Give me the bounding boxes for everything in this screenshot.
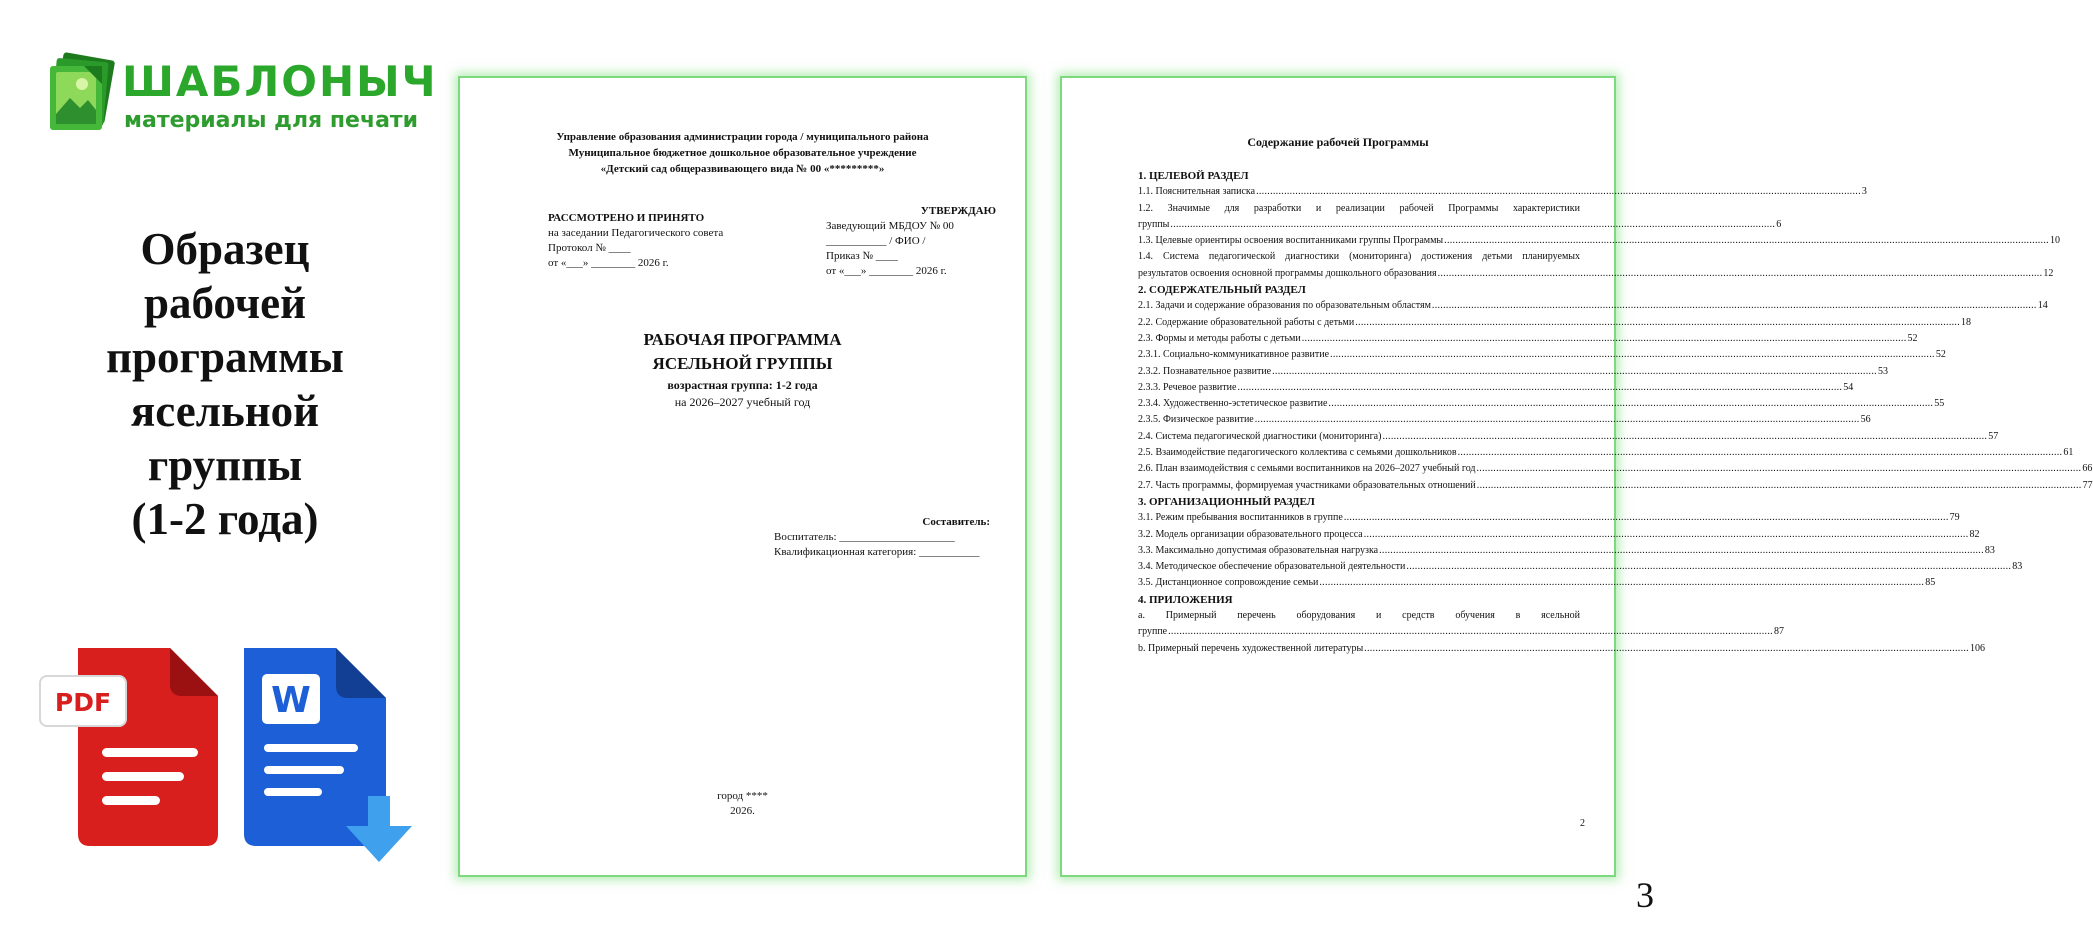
toc-entry-text: 1.1. Пояснительная записка <box>1138 186 1256 198</box>
toc-entry <box>1138 249 2054 282</box>
toc-entry-text: 3.4. Методическое обеспечение образовательной деятельности <box>1138 561 1406 573</box>
school-year: на 2026–2027 учебный год <box>674 395 811 409</box>
toc-entry <box>1138 201 1782 234</box>
toc-entry-text: 2.3.2. Познавательное развитие <box>1138 365 1272 377</box>
toc-leader <box>1330 347 1935 363</box>
toc-entry-text: 2.3.4. Художественно-эстетическое развитие <box>1138 398 1328 410</box>
toc-page-preview <box>1060 76 2093 877</box>
toc-entry <box>1138 315 1972 331</box>
toc-entry-text-cont: группе <box>1138 626 1168 638</box>
program-title: РАБОЧАЯ ПРОГРАММА <box>643 330 842 349</box>
toc-entry <box>1138 184 1867 200</box>
toc-entry <box>1138 575 1936 591</box>
approved-block <box>826 204 996 279</box>
toc-section-heading: 3. ОРГАНИЗАЦИОННЫЙ РАЗДЕЛ <box>1138 495 1315 508</box>
toc-entry <box>1138 510 1960 526</box>
toc-entry-page: 3 <box>1861 186 1867 198</box>
city: город **** <box>717 790 768 802</box>
toc-entry-page: 56 <box>1860 414 1871 426</box>
word-label: W <box>271 680 311 721</box>
toc-list <box>1138 168 2093 657</box>
toc-leader <box>1255 412 1860 428</box>
word-file-icon <box>244 648 430 870</box>
program-subtitle: ЯСЕЛЬНОЙ ГРУППЫ <box>652 354 833 373</box>
toc-entry-text: a. Примерный перечень оборудования и средств обучения в ясельной <box>1138 610 1580 622</box>
compiler-line: Воспитатель: _____________________ <box>774 531 955 543</box>
toc-entry-text: 2.1. Задачи и содержание образования по образовательным областям <box>1138 300 1431 312</box>
reviewed-line: Протокол № ____ <box>548 242 631 254</box>
toc-entry-text: 3.3. Максимально допустимая образовательная нагрузка <box>1138 544 1379 556</box>
toc-leader <box>1170 217 1775 233</box>
toc-entry <box>1138 608 1784 641</box>
toc-entry-text: 2.7. Часть программы, формируемая участниками образовательных отношений <box>1138 479 1476 491</box>
organization-header <box>460 129 1025 177</box>
toc-entry <box>1138 461 2093 477</box>
approved-heading: УТВЕРЖДАЮ <box>920 205 996 217</box>
toc-leader <box>1319 575 1924 591</box>
approved-line: от «___» ________ 2026 г. <box>826 265 947 277</box>
toc-entry <box>1138 412 1871 428</box>
toc-leader <box>1364 641 1969 657</box>
toc-entry-text: 2.3. Формы и методы работы с детьми <box>1138 332 1301 344</box>
toc-leader <box>1406 559 2011 575</box>
toc-entry-text: 1.4. Система педагогической диагностики (мониторинга) достижения детьми планируемых <box>1138 251 1580 263</box>
toc-leader <box>1272 364 1877 380</box>
toc-leader <box>1328 396 1933 412</box>
toc-entry-page: 14 <box>2037 300 2048 312</box>
toc-entry-text-cont: группы <box>1138 218 1170 230</box>
toc-entry-text: b. Примерный перечень художественной литературы <box>1138 642 1364 654</box>
toc-entry-text: 3.2. Модель организации образовательного процесса <box>1138 528 1363 540</box>
toc-leader <box>1438 266 2043 282</box>
toc-entry <box>1138 559 2023 575</box>
toc-entry-page: 82 <box>1969 528 1980 540</box>
document-stack-icon <box>44 54 120 138</box>
toc-entry-page: 12 <box>2043 267 2054 279</box>
toc-entry-page: 57 <box>1988 430 1999 442</box>
approved-line: Заведующий МБДОУ № 00 <box>826 220 954 232</box>
toc-entry-text: 2.4. Система педагогической диагностики (мониторинга) <box>1138 430 1382 442</box>
title-line: ясельной <box>130 386 320 436</box>
title-line: рабочей <box>143 278 307 328</box>
toc-entry-text: 2.2. Содержание образовательной работы с детьми <box>1138 316 1355 328</box>
page-number: 2 <box>1580 818 1585 829</box>
toc-entry-page: 52 <box>1907 332 1918 344</box>
toc-entry-page: 83 <box>2012 561 2023 573</box>
toc-entry <box>1138 298 2048 314</box>
toc-leader <box>1458 445 2063 461</box>
pdf-file-icon <box>40 648 230 848</box>
org-line: Муниципальное бюджетное дошкольное образовательное учреждение <box>568 147 917 159</box>
toc-entry-text: 1.2. Значимые для разработки и реализации рабочей Программы характеристики <box>1138 202 1580 214</box>
toc-entry <box>1138 641 1985 657</box>
toc-section-heading: 4. ПРИЛОЖЕНИЯ <box>1138 593 1233 606</box>
toc-section-heading: 2. СОДЕРЖАТЕЛЬНЫЙ РАЗДЕЛ <box>1138 284 1306 297</box>
toc-entry <box>1138 396 1945 412</box>
toc-entry-page: 52 <box>1935 349 1946 361</box>
toc-section-heading: 1. ЦЕЛЕВОЙ РАЗДЕЛ <box>1138 170 1249 182</box>
toc-entry-text: 3.5. Дистанционное сопровождение семьи <box>1138 577 1319 589</box>
org-line: «Детский сад общеразвивающего вида № 00 «*********» <box>600 163 885 175</box>
toc-entry <box>1138 364 1888 380</box>
toc-entry-page: 10 <box>2049 235 2060 247</box>
toc-leader <box>1477 461 2082 477</box>
toc-entry-page: 79 <box>1949 512 1960 524</box>
toc-leader <box>1302 331 1907 347</box>
toc-entry-page: 6 <box>1776 218 1782 230</box>
toc-leader <box>1444 233 2049 249</box>
toc-entry <box>1138 543 1995 559</box>
brand-tagline: материалы для печати <box>124 108 419 133</box>
compiler-heading: Составитель: <box>922 516 990 528</box>
cover-footer <box>460 789 1025 819</box>
toc-leader <box>1168 624 1773 640</box>
reviewed-heading: РАССМОТРЕНО И ПРИНЯТО <box>548 212 705 224</box>
toc-entry-text: 2.5. Взаимодействие педагогического коллектива с семьями дошкольников <box>1138 447 1457 459</box>
reviewed-block <box>548 211 723 271</box>
compiler-line: Квалификационная категория: ___________ <box>774 546 980 558</box>
cover-page-preview <box>458 76 1027 877</box>
title-line: программы <box>106 332 344 382</box>
title-line: (1-2 года) <box>131 494 319 544</box>
org-line: Управление образования администрации города / муниципального района <box>556 131 929 143</box>
title-line: Образец <box>140 224 310 274</box>
year: 2026. <box>730 805 755 817</box>
reviewed-line: от «___» ________ 2026 г. <box>548 257 669 269</box>
toc-entry-text: 1.3. Целевые ориентиры освоения воспитанниками группы Программы <box>1138 235 1444 247</box>
toc-leader <box>1237 380 1842 396</box>
toc-entry-page: 18 <box>1961 316 1972 328</box>
toc-entry-page: 54 <box>1843 381 1854 393</box>
title-line: группы <box>147 440 303 490</box>
toc-title: Содержание рабочей Программы <box>1247 135 1429 149</box>
toc-leader <box>1344 510 1949 526</box>
toc-entry-page: 106 <box>1969 642 1985 654</box>
toc-entry-page: 53 <box>1877 365 1888 377</box>
slide-number: 3 <box>1636 875 1654 915</box>
toc-leader <box>1355 315 1960 331</box>
toc-leader <box>1477 478 2082 494</box>
toc-entry-text: 2.3.3. Речевое развитие <box>1138 381 1237 393</box>
toc-entry-text: 2.3.1. Социально-коммуникативное развитие <box>1138 349 1330 361</box>
program-title-block <box>460 328 1025 411</box>
toc-entry <box>1138 478 2093 494</box>
toc-entry-page: 85 <box>1925 577 1936 589</box>
approved-line: ___________ / ФИО / <box>826 235 926 247</box>
toc-entry <box>1138 380 1854 396</box>
toc-leader <box>1364 527 1969 543</box>
toc-entry <box>1138 233 2060 249</box>
brand-name: ШАБЛОНЫЧ <box>122 57 438 106</box>
pdf-label: PDF <box>54 688 112 717</box>
approved-line: Приказ № ____ <box>826 250 898 262</box>
compiler-block <box>774 515 1014 560</box>
toc-entry-text: 2.3.5. Физическое развитие <box>1138 414 1254 426</box>
toc-entry <box>1138 429 1999 445</box>
toc-entry-page: 87 <box>1773 626 1784 638</box>
toc-entry-page: 77 <box>2082 479 2093 491</box>
toc-leader <box>1432 298 2037 314</box>
toc-leader <box>1379 543 1984 559</box>
toc-entry-text: 2.6. План взаимодействия с семьями воспитанников на 2026–2027 учебный год <box>1138 463 1476 475</box>
toc-entry-page: 83 <box>1984 544 1995 556</box>
toc-entry-page: 55 <box>1934 398 1945 410</box>
toc-leader <box>1382 429 1987 445</box>
toc-leader <box>1256 184 1861 200</box>
toc-entry <box>1138 527 1980 543</box>
page-title <box>60 222 390 546</box>
toc-entry <box>1138 445 2074 461</box>
toc-entry-page: 61 <box>2063 447 2074 459</box>
age-group: возрастная группа: 1-2 года <box>667 378 818 392</box>
toc-entry-text: 3.1. Режим пребывания воспитанников в группе <box>1138 512 1343 524</box>
toc-entry-page: 66 <box>2082 463 2093 475</box>
reviewed-line: на заседании Педагогического совета <box>548 227 724 239</box>
toc-entry <box>1138 347 1946 363</box>
brand-logo <box>44 54 438 140</box>
toc-entry <box>1138 331 1918 347</box>
toc-entry-text-cont: результатов освоения основной программы дошкольного образования <box>1138 267 1437 279</box>
